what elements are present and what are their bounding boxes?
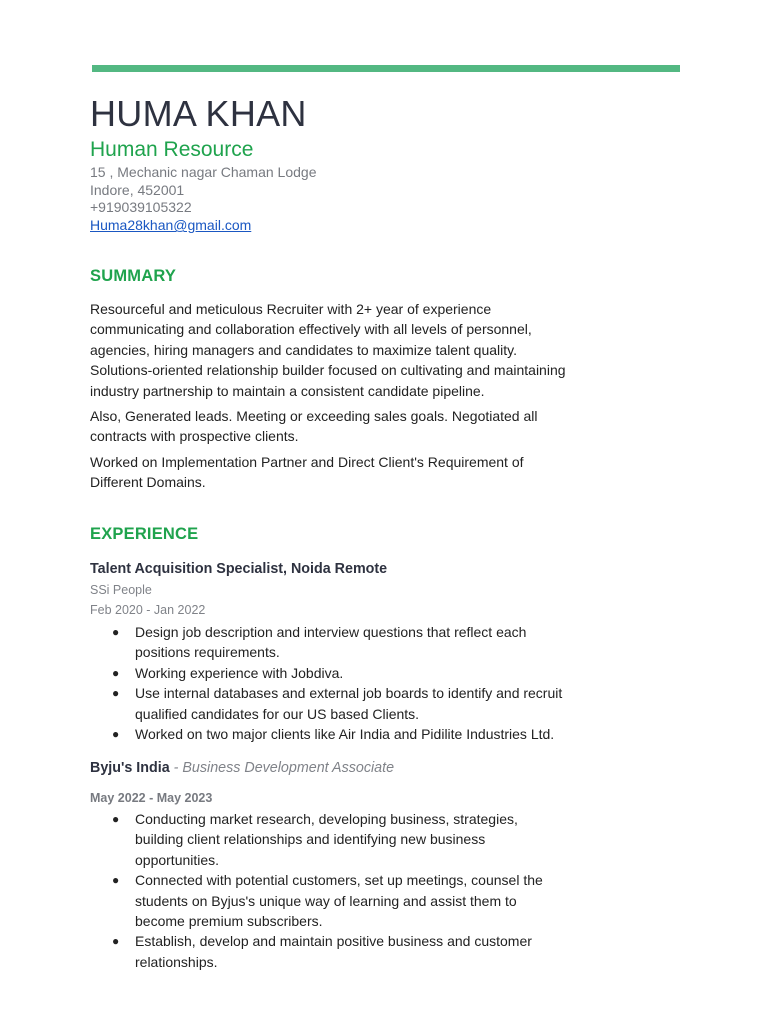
bullet-icon: ● <box>112 665 120 680</box>
job-1-bullet-list <box>90 622 570 744</box>
summary-paragraph-2: Also, Generated leads. Meeting or exceeding sales goals. Negotiated all contracts with prospective clients. <box>90 408 538 445</box>
summary-paragraph-1: Resourceful and meticulous Recruiter with 2+ year of experience communicating and collaboration effectively with all levels of personnel, agencies, hiring managers and candidates to maximize talent quality. Solutions-oriented relationship builder focused on cultivating and maintaining industry partnership to maintain a consistent candidate pipeline. <box>90 301 566 399</box>
summary-heading: SUMMARY <box>90 267 177 285</box>
address-line-1: 15 , Mechanic nagar Chaman Lodge <box>90 164 317 180</box>
job-2-separator: - <box>169 760 183 776</box>
job-2-bullet-list <box>90 809 570 972</box>
bullet-text: Establish, develop and maintain positive business and customer relationships. <box>135 933 532 970</box>
experience-heading: EXPERIENCE <box>90 525 199 543</box>
job-2-company: Byju's India <box>90 760 170 776</box>
bullet-icon: ● <box>112 686 120 701</box>
bullet-icon: ● <box>112 727 120 742</box>
phone-number: +919039105322 <box>90 199 192 216</box>
job-2-dates: May 2022 - May 2023 <box>90 791 213 805</box>
job-1-dates: Feb 2020 - Jan 2022 <box>90 603 206 617</box>
bullet-text: Worked on two major clients like Air India and Pidilite Industries Ltd. <box>135 726 555 743</box>
bullet-icon: ● <box>112 812 120 826</box>
contact-block <box>90 164 316 235</box>
list-item <box>90 622 570 663</box>
job-1-title: Talent Acquisition Specialist, Noida Remote <box>90 561 388 577</box>
job-2-title <box>90 760 394 776</box>
list-item <box>90 931 570 972</box>
candidate-role: Human Resource <box>90 138 254 161</box>
list-item <box>90 870 570 931</box>
summary-paragraph-3: Worked on Implementation Partner and Direct Client's Requirement of Different Domains. <box>90 454 524 491</box>
bullet-text: Conducting market research, developing business, strategies, building client relationships and identifying new business opportunities. <box>135 811 518 868</box>
bullet-icon: ● <box>112 934 120 949</box>
bullet-icon: ● <box>112 625 120 639</box>
list-item <box>90 809 570 870</box>
job-1-company: SSi People <box>90 583 152 597</box>
candidate-name: HUMA KHAN <box>90 93 307 134</box>
bullet-text: Working experience with Jobdiva. <box>135 664 344 681</box>
address-line-2: Indore, 452001 <box>90 181 185 198</box>
job-2-role: Business Development Associate <box>182 760 395 776</box>
bullet-icon: ● <box>112 873 120 888</box>
list-item <box>90 683 570 724</box>
header-accent-rule <box>92 65 680 72</box>
bullet-text: Connected with potential customers, set up meetings, counsel the students on Byjus's unique way of learning and assist them to become premium subscribers. <box>135 872 543 930</box>
bullet-text: Use internal databases and external job boards to identify and recruit qualified candidates for our US based Clients. <box>135 685 563 722</box>
list-item <box>90 724 570 744</box>
list-item <box>90 663 570 683</box>
bullet-text: Design job description and interview questions that reflect each positions requirements. <box>135 624 527 661</box>
email-link[interactable]: Huma28khan@gmail.com <box>90 217 252 234</box>
